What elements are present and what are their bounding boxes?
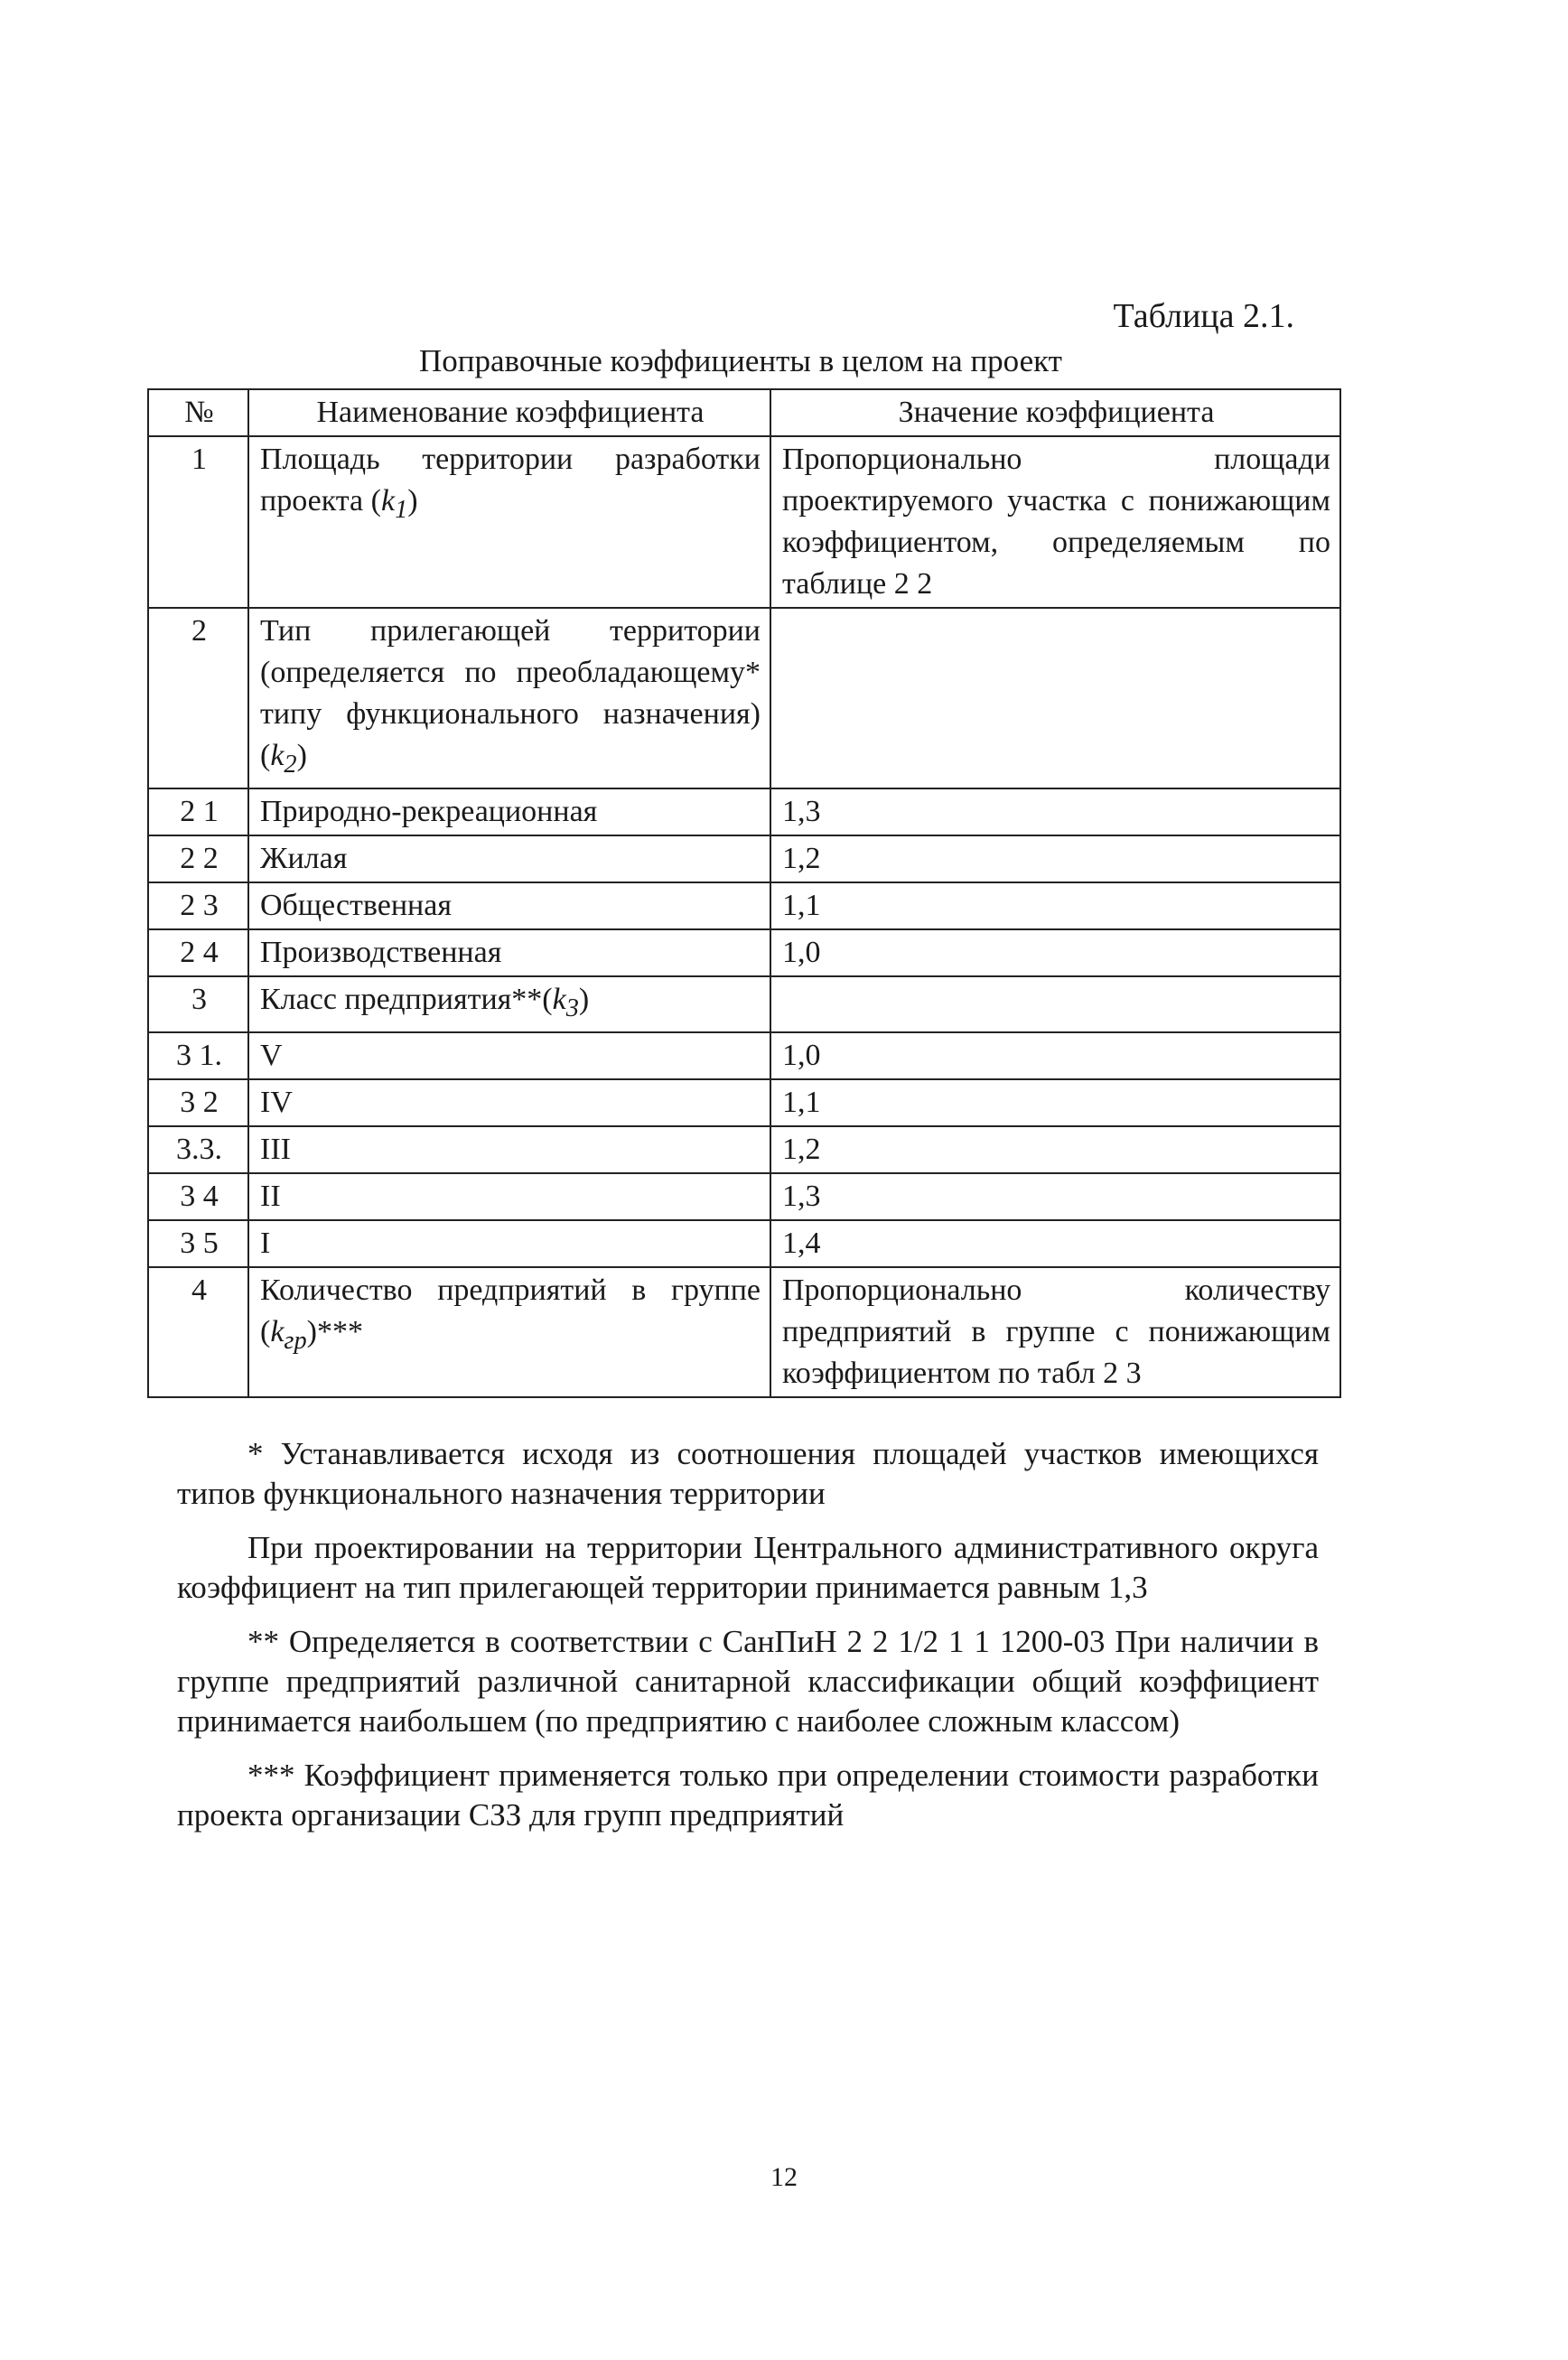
coef-symbol: k: [270, 739, 285, 772]
footnote-2: ** Определяется в соответствии с СанПиН 2 2 1/2 1 1 1200-03 При наличии в группе предприятий различной санитарной классификации общий коэффициент принимается наибольшем (по предприятию с наиболее сложным классом): [177, 1624, 1319, 1739]
row-name: [248, 976, 770, 1032]
row-name: II: [248, 1173, 770, 1220]
row-value: 1,3: [770, 788, 1340, 835]
row-name-text: Класс предприятия**(: [260, 982, 553, 1016]
row-name: [248, 1267, 770, 1397]
row-name: Производственная: [248, 929, 770, 976]
table-row: [148, 1079, 1340, 1126]
coef-symbol: k: [270, 1314, 285, 1348]
row-name-text: Площадь территории разработки проекта (: [260, 443, 761, 518]
row-name: Жилая: [248, 835, 770, 882]
footnote-1: * Устанавливается исходя из соотношения площадей участков имеющихся типов функционального назначения территории: [177, 1436, 1319, 1511]
row-value: 1,4: [770, 1220, 1340, 1267]
row-num: 1: [148, 436, 248, 608]
table-row: [148, 976, 1340, 1032]
row-name-end: )***: [306, 1314, 363, 1348]
row-num: 2: [148, 608, 248, 788]
row-name: Общественная: [248, 882, 770, 929]
row-name: [248, 436, 770, 608]
row-name: V: [248, 1032, 770, 1079]
footnotes: [177, 1434, 1319, 1850]
table-row: [148, 1032, 1340, 1079]
table-row: [148, 1126, 1340, 1173]
coef-subscript: 2: [284, 750, 297, 779]
row-name-text: Количество предприятий в группе (: [260, 1273, 761, 1348]
header-name: Наименование коэффициента: [248, 389, 770, 436]
row-num: 2 3: [148, 882, 248, 929]
table-header-row: [148, 389, 1340, 436]
coef-symbol: k: [552, 982, 566, 1016]
row-name-end: ): [407, 484, 418, 518]
row-value: [770, 608, 1340, 788]
row-num: 3 5: [148, 1220, 248, 1267]
table-row: [148, 1220, 1340, 1267]
row-num: 4: [148, 1267, 248, 1397]
table-row: [148, 436, 1340, 608]
page-number: 12: [770, 2162, 798, 2192]
row-name: Природно-рекреационная: [248, 788, 770, 835]
row-value: 1,0: [770, 1032, 1340, 1079]
row-value: 1,1: [770, 1079, 1340, 1126]
row-num: 3: [148, 976, 248, 1032]
row-value: 1,2: [770, 1126, 1340, 1173]
row-name: III: [248, 1126, 770, 1173]
coef-subscript: 1: [395, 495, 408, 524]
coef-symbol: k: [380, 484, 396, 518]
coefficients-table: [147, 388, 1341, 1398]
table-caption: Поправочные коэффициенты в целом на проект: [419, 343, 1062, 378]
table-row: [148, 788, 1340, 835]
row-num: 3 1.: [148, 1032, 248, 1079]
footnote-3: *** Коэффициент применяется только при определении стоимости разработки проекта организации СЗЗ для групп предприятий: [177, 1758, 1319, 1833]
row-name-end: ): [578, 982, 590, 1016]
row-value: [770, 976, 1340, 1032]
header-num: №: [148, 389, 248, 436]
row-num: 2 2: [148, 835, 248, 882]
row-name: IV: [248, 1079, 770, 1126]
table-row: [148, 1267, 1340, 1397]
table-number-label: Таблица 2.1.: [1113, 297, 1294, 335]
row-num: 2 4: [148, 929, 248, 976]
table-row: [148, 835, 1340, 882]
row-num: 3 2: [148, 1079, 248, 1126]
table-row: [148, 929, 1340, 976]
row-value: 1,0: [770, 929, 1340, 976]
row-value: 1,3: [770, 1173, 1340, 1220]
row-name: I: [248, 1220, 770, 1267]
row-value: Пропорционально количеству предприятий в группе с понижающим коэффициентом по табл 2 3: [770, 1267, 1340, 1397]
row-value: 1,1: [770, 882, 1340, 929]
row-name-text: Тип прилегающей территории (определяется по преобладающему* типу функционального назначения) (: [260, 614, 761, 772]
row-value: Пропорционально площади проектируемого участка с понижающим коэффициентом, определяемым по таблице 2 2: [770, 436, 1340, 608]
table-row: [148, 882, 1340, 929]
footnote-1-addition: При проектировании на территории Центрального административного округа коэффициент на тип прилегающей территории принимается равным 1,3: [177, 1530, 1319, 1605]
row-num: 3.3.: [148, 1126, 248, 1173]
row-name-end: ): [296, 739, 307, 772]
row-num: 3 4: [148, 1173, 248, 1220]
header-value: Значение коэффициента: [770, 389, 1340, 436]
coef-subscript: гр: [284, 1326, 307, 1355]
coef-subscript: 3: [565, 993, 579, 1022]
table-row: [148, 608, 1340, 788]
row-num: 2 1: [148, 788, 248, 835]
row-name: [248, 608, 770, 788]
row-value: 1,2: [770, 835, 1340, 882]
table-row: [148, 1173, 1340, 1220]
